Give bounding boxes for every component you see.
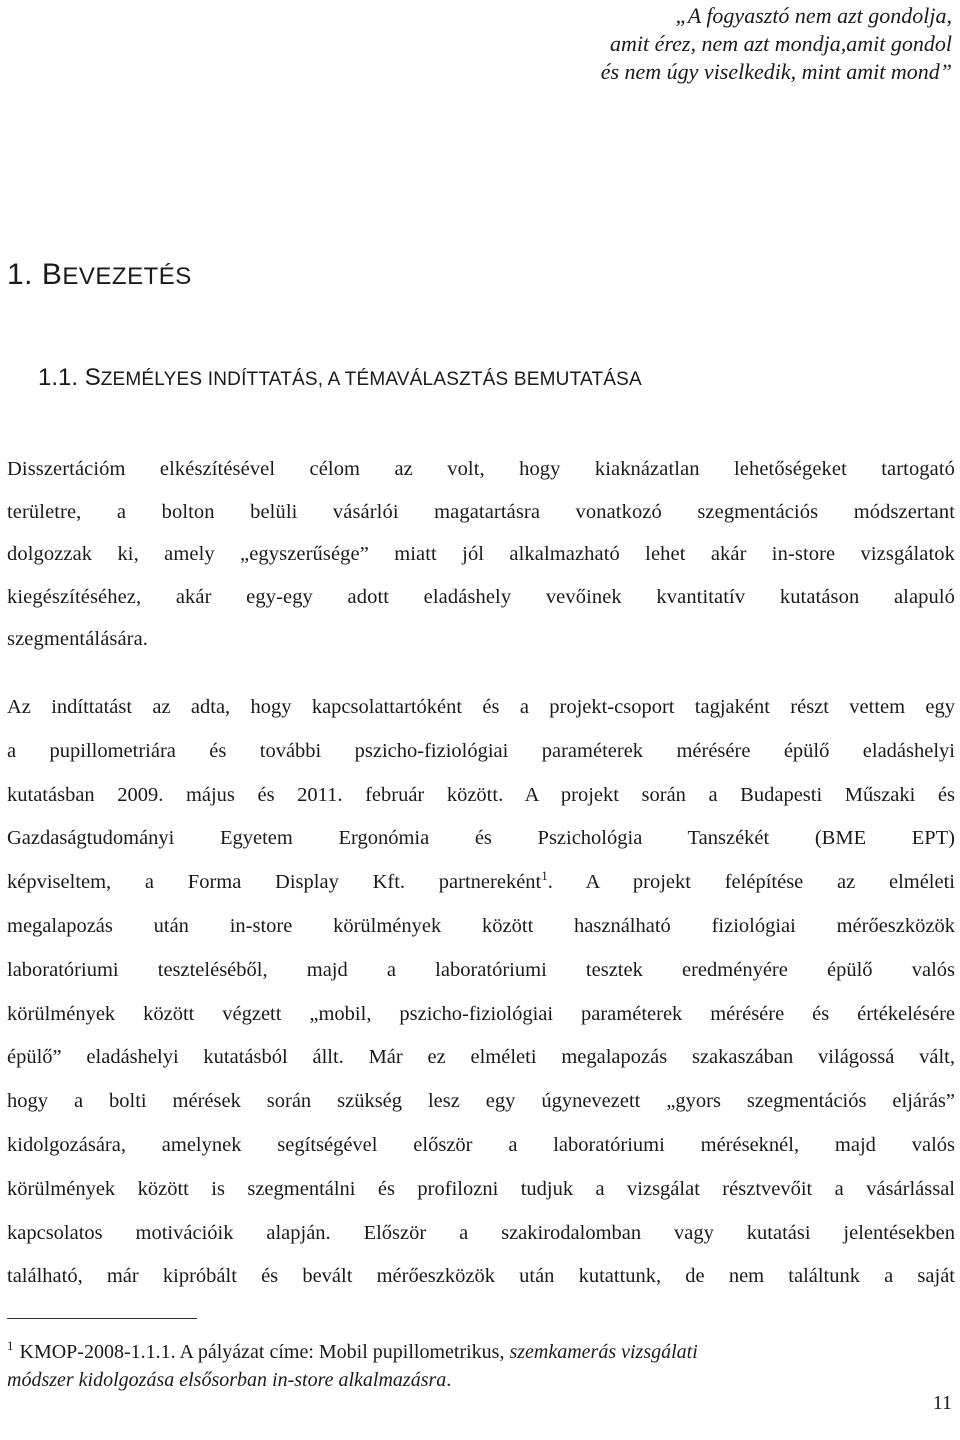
epigraph-line: és nem úgy viselkedik, mint amit mond” <box>600 59 952 84</box>
epigraph <box>432 2 952 86</box>
paragraph-line: a pupillometriára és további pszicho-fiziológiai paraméterek mérésére épülő eladáshelyi <box>7 739 955 762</box>
paragraph-motivation <box>7 448 955 661</box>
paragraph-line: megalapozás után in-store körülmények között használható fiziológiai mérőeszközök <box>7 914 955 937</box>
paragraph-line: kidolgozására, amelynek segítségével először a laboratóriumi méréseknél, majd valós <box>7 1133 955 1156</box>
section-title-initial: S <box>84 364 101 391</box>
paragraph-line: található, már kipróbált és bevált mérőeszközök után kutattunk, de nem találtunk a saját <box>7 1265 955 1288</box>
paragraph-line: területre, a bolton belüli vásárlói magatartásra vonatkozó szegmentációs módszertant <box>7 500 955 523</box>
paragraph-line: dolgozzak ki, amely „egyszerűsége” miatt jól alkalmazható lehet akár in-store vizsgálatok <box>7 543 955 565</box>
section-heading <box>38 364 642 392</box>
paragraph-line: laboratóriumi teszteléséből, majd a laboratóriumi tesztek eredményére épülő valós <box>7 958 955 981</box>
paragraph-line: Disszertációm elkészítésével célom az volt, hogy kiaknázatlan lehetőségeket tartogató <box>7 458 955 480</box>
paragraph-line: kutatásban 2009. május és 2011. február között. A projekt során a Budapesti Műszaki és <box>7 783 955 806</box>
text-run: . A projekt felépítése az elméleti <box>547 871 955 894</box>
footnote-divider <box>7 1318 197 1319</box>
chapter-heading <box>7 258 192 292</box>
footnote-number: 1 <box>7 1338 14 1354</box>
footnote-end: . <box>446 1369 452 1391</box>
section-title-rest: ZEMÉLYES INDÍTTATÁS, A TÉMAVÁLASZTÁS BEMUTATÁSA <box>100 369 642 390</box>
paragraph-project <box>7 686 955 1299</box>
paragraph-line: Az indíttatást az adta, hogy kapcsolattartóként és a projekt-csoport tagjaként részt vettem egy <box>7 696 955 718</box>
paragraph-line <box>7 861 955 905</box>
paragraph-line: épülő” eladáshelyi kutatásból állt. Már ez elméleti megalapozás szakaszában világossá vált, <box>7 1046 955 1069</box>
chapter-title-rest: EVEZETÉS <box>62 263 192 290</box>
paragraph-line: hogy a bolti mérések során szükség lesz egy úgynevezett „gyors szegmentációs eljárás” <box>7 1090 955 1113</box>
paragraph-line: kiegészítéséhez, akár egy-egy adott eladáshely vevőinek kvantitatív kutatáson alapuló <box>7 585 955 608</box>
paragraph-line: körülmények között is szegmentálni és profilozni tudjuk a vizsgálat résztvevőit a vásárlással <box>7 1177 955 1200</box>
text-run: képviseltem, a Forma Display Kft. partnereként <box>7 871 542 894</box>
footnote <box>7 1338 937 1394</box>
chapter-number: 1. <box>7 258 34 291</box>
page-number: 11 <box>932 1392 952 1414</box>
section-number: 1.1. <box>38 364 79 391</box>
paragraph-line: Gazdaságtudományi Egyetem Ergonómia és Pszichológia Tanszékét (BME EPT) <box>7 827 955 850</box>
footnote-reference[interactable]: 1 <box>541 868 548 884</box>
epigraph-line: amit érez, nem azt mondja,amit gondol <box>610 31 952 56</box>
paragraph-line: kapcsolatos motivációik alapján. Először a szakirodalomban vagy kutatási jelentésekben <box>7 1221 955 1244</box>
footnote-italic-text: módszer kidolgozása elsősorban in-store alkalmazásra <box>7 1369 447 1391</box>
paragraph-line: körülmények között végzett „mobil, pszicho-fiziológiai paraméterek mérésére és értékelésére <box>7 1002 955 1025</box>
epigraph-line: „A fogyasztó nem azt gondolja, <box>675 3 952 28</box>
chapter-title-initial: B <box>41 258 63 291</box>
paragraph-line: szegmentálására. <box>7 628 149 650</box>
footnote-italic-text: szemkamerás vizsgálati <box>509 1341 698 1363</box>
footnote-text: KMOP-2008-1.1.1. A pályázat címe: Mobil pupillometrikus, <box>19 1341 510 1363</box>
